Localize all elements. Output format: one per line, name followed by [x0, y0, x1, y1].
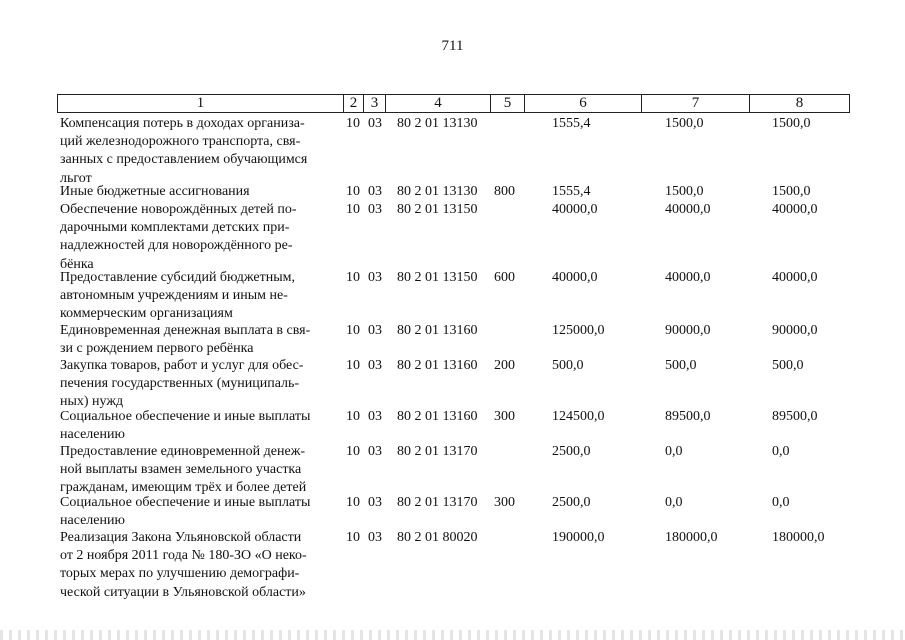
section-code: 10	[346, 116, 360, 131]
subsection-code: 03	[368, 358, 382, 373]
description-line: Компенсация потерь в доходах организа-	[60, 116, 305, 131]
target-item-code: 80 2 01 13150	[397, 270, 478, 285]
row-description	[60, 408, 336, 444]
target-item-code: 80 2 01 13160	[397, 323, 478, 338]
description-line: дарочными комплектами детских при-	[60, 220, 290, 236]
row-description	[60, 322, 336, 358]
amount-col-7: 89500,0	[665, 409, 711, 424]
description-line: Иные бюджетные ассигнования	[60, 184, 250, 199]
row-description	[60, 529, 336, 602]
amount-col-6: 1555,4	[552, 116, 591, 131]
amount-col-6: 500,0	[552, 358, 584, 373]
subsection-code: 03	[368, 202, 382, 217]
amount-col-8: 90000,0	[772, 323, 818, 338]
target-item-code: 80 2 01 13130	[397, 184, 478, 199]
amount-col-8: 40000,0	[772, 270, 818, 285]
header-col-6: 6	[524, 95, 641, 112]
description-line: гражданам, имеющим трёх и более детей	[60, 480, 307, 496]
description-line: Закупка товаров, работ и услуг для обес-	[60, 358, 304, 373]
header-col-3: 3	[363, 95, 385, 112]
target-item-code: 80 2 01 13170	[397, 444, 478, 459]
description-line: бёнка	[60, 256, 94, 272]
row-description	[60, 443, 336, 498]
row-description	[60, 269, 336, 324]
description-line: ческой ситуации в Ульяновской области»	[60, 584, 306, 600]
header-col-4: 4	[385, 95, 490, 112]
subsection-code: 03	[368, 323, 382, 338]
description-line: зи с рождением первого ребёнка	[60, 341, 254, 357]
amount-col-7: 500,0	[665, 358, 697, 373]
amount-col-6: 125000,0	[552, 323, 605, 338]
expense-type-code: 800	[494, 184, 515, 199]
section-code: 10	[346, 202, 360, 217]
amount-col-6: 40000,0	[552, 202, 598, 217]
description-line: занных с предоставлением обучающимся	[60, 152, 308, 168]
amount-col-7: 90000,0	[665, 323, 711, 338]
amount-col-8: 500,0	[772, 358, 804, 373]
section-code: 10	[346, 495, 360, 510]
description-line: Предоставление субсидий бюджетным,	[60, 270, 296, 285]
amount-col-7: 1500,0	[665, 184, 704, 199]
amount-col-7: 0,0	[665, 444, 683, 459]
subsection-code: 03	[368, 184, 382, 199]
amount-col-6: 2500,0	[552, 444, 591, 459]
expense-type-code: 300	[494, 409, 515, 424]
subsection-code: 03	[368, 495, 382, 510]
description-line: населению	[60, 513, 125, 529]
row-description	[60, 494, 336, 530]
subsection-code: 03	[368, 444, 382, 459]
description-line: печения государственных (муниципаль-	[60, 376, 300, 392]
description-line: надлежностей для новорождённого ре-	[60, 238, 293, 254]
description-line: Реализация Закона Ульяновской области	[60, 530, 302, 545]
amount-col-6: 40000,0	[552, 270, 598, 285]
description-line: Социальное обеспечение и иные выплаты	[60, 495, 311, 510]
description-line: ций железнодорожного транспорта, свя-	[60, 134, 301, 150]
description-line: льгот	[60, 170, 92, 186]
section-code: 10	[346, 358, 360, 373]
subsection-code: 03	[368, 116, 382, 131]
header-col-2: 2	[343, 95, 363, 112]
expense-type-code: 600	[494, 270, 515, 285]
amount-col-8: 0,0	[772, 495, 790, 510]
description-line: коммерческим организациям	[60, 306, 233, 322]
expense-type-code: 300	[494, 495, 515, 510]
subsection-code: 03	[368, 270, 382, 285]
header-col-8: 8	[749, 95, 849, 112]
amount-col-7: 40000,0	[665, 270, 711, 285]
amount-col-7: 40000,0	[665, 202, 711, 217]
subsection-code: 03	[368, 530, 382, 545]
amount-col-7: 0,0	[665, 495, 683, 510]
amount-col-8: 180000,0	[772, 530, 825, 545]
amount-col-8: 1500,0	[772, 116, 811, 131]
section-code: 10	[346, 184, 360, 199]
description-line: от 2 ноября 2011 года № 180-ЗО «О неко-	[60, 548, 307, 564]
target-item-code: 80 2 01 13150	[397, 202, 478, 217]
target-item-code: 80 2 01 13160	[397, 358, 478, 373]
description-line: ных) нужд	[60, 394, 124, 410]
amount-col-8: 89500,0	[772, 409, 818, 424]
target-item-code: 80 2 01 13170	[397, 495, 478, 510]
section-code: 10	[346, 530, 360, 545]
amount-col-6: 2500,0	[552, 495, 591, 510]
row-description	[60, 115, 336, 188]
header-col-1: 1	[196, 95, 205, 111]
page-number: 711	[441, 38, 464, 54]
section-code: 10	[346, 409, 360, 424]
amount-col-7: 1500,0	[665, 116, 704, 131]
row-description	[60, 357, 336, 412]
header-col-5: 5	[490, 95, 524, 112]
subsection-code: 03	[368, 409, 382, 424]
description-line: Социальное обеспечение и иные выплаты	[60, 409, 311, 424]
expense-type-code: 200	[494, 358, 515, 373]
amount-col-6: 1555,4	[552, 184, 591, 199]
description-line: ной выплаты взамен земельного участка	[60, 462, 302, 478]
row-description	[60, 183, 336, 201]
amount-col-6: 124500,0	[552, 409, 605, 424]
amount-col-7: 180000,0	[665, 530, 718, 545]
amount-col-8: 40000,0	[772, 202, 818, 217]
section-code: 10	[346, 323, 360, 338]
description-line: торых мерах по улучшению демографи-	[60, 566, 300, 582]
description-line: Обеспечение новорождённых детей по-	[60, 202, 297, 217]
target-item-code: 80 2 01 13160	[397, 409, 478, 424]
description-line: Единовременная денежная выплата в свя-	[60, 323, 311, 338]
header-col-7: 7	[641, 95, 749, 112]
target-item-code: 80 2 01 13130	[397, 116, 478, 131]
description-line: Предоставление единовременной денеж-	[60, 444, 306, 459]
amount-col-8: 0,0	[772, 444, 790, 459]
amount-col-6: 190000,0	[552, 530, 605, 545]
row-description	[60, 201, 336, 274]
section-code: 10	[346, 270, 360, 285]
amount-col-8: 1500,0	[772, 184, 811, 199]
description-line: автономным учреждениям и иным не-	[60, 288, 288, 304]
section-code: 10	[346, 444, 360, 459]
description-line: населению	[60, 427, 125, 443]
scan-edge-artifact	[0, 630, 905, 640]
target-item-code: 80 2 01 80020	[397, 530, 478, 545]
